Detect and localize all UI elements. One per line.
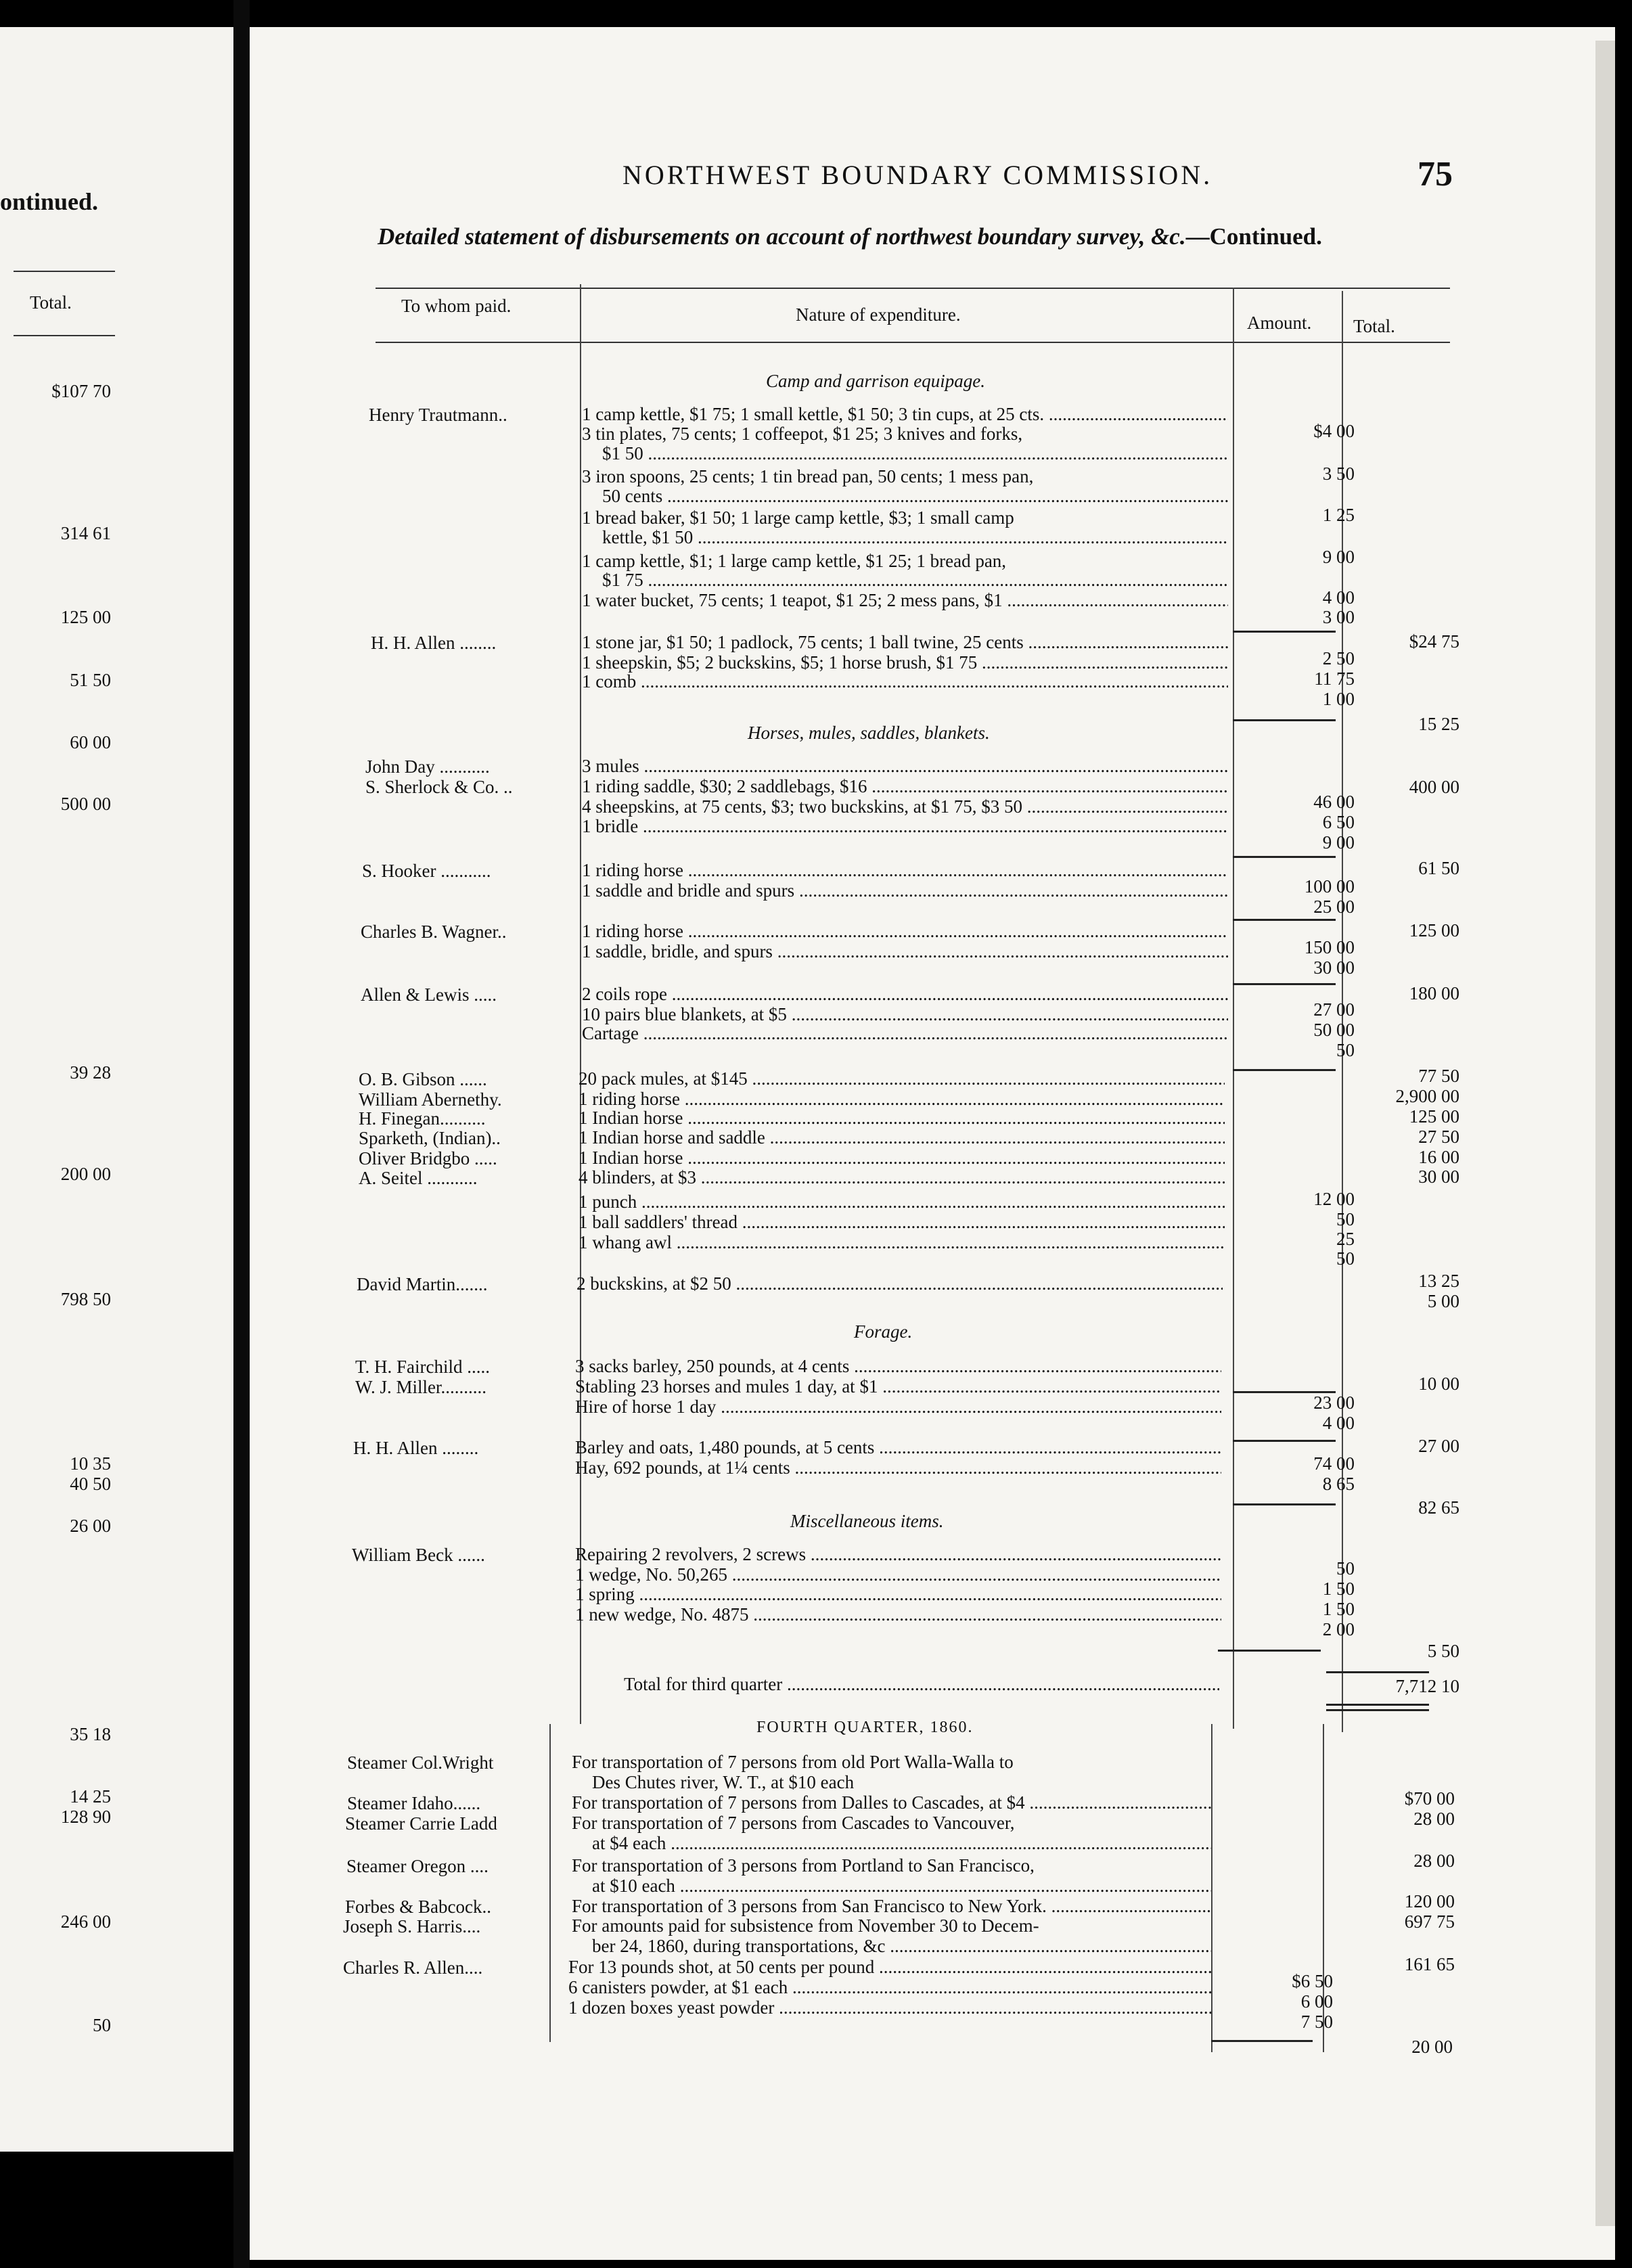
amount-value: $4 00	[1313, 421, 1355, 441]
item-line: Hay, 692 pounds, at 1¼ cents .....	[575, 1458, 1221, 1478]
item-line: Repairing 2 revolvers, 2 screws .....	[575, 1545, 1221, 1564]
sum-rule	[1233, 719, 1336, 721]
payee: Steamer Carrie Ladd	[345, 1813, 497, 1834]
total-value: 125 00	[1409, 920, 1459, 940]
left-page-header: ontinued.	[0, 188, 99, 215]
left-page-rule	[14, 271, 115, 272]
amount-value: 9 00	[1322, 832, 1355, 853]
payee: H. Finegan..........	[359, 1108, 486, 1129]
item-line: 1 spring .....	[575, 1585, 1221, 1604]
item-line: For 13 pounds shot, at 50 cents per pound .....	[568, 1957, 1211, 1977]
left-total-value: 500 00	[60, 794, 111, 814]
item-line: For transportation of 7 persons from Dalles to Cascades, at $4 .....	[572, 1793, 1211, 1813]
subtitle-continued: —Continued.	[1185, 223, 1322, 250]
left-page-fragment	[0, 27, 233, 2152]
amount-value: 25	[1336, 1229, 1355, 1249]
sum-rule	[1233, 1069, 1336, 1071]
left-page-rule	[14, 335, 115, 336]
page-subtitle	[378, 223, 1322, 250]
payee: H. H. Allen ........	[371, 633, 497, 653]
payee: Forbes & Babcock..	[345, 1897, 491, 1917]
sum-rule	[1233, 856, 1336, 858]
amount-value: 50 00	[1313, 1020, 1355, 1040]
double-rule	[1326, 1704, 1429, 1706]
item-line: 1 stone jar, $1 50; 1 padlock, 75 cents; 1 ball twine, 25 cents .....	[582, 633, 1228, 652]
payee: Charles B. Wagner..	[361, 922, 507, 942]
amount-value: $6 50	[1292, 1971, 1333, 1991]
amount-value: 1 50	[1322, 1599, 1355, 1619]
amount-value: 25 00	[1313, 897, 1355, 917]
left-page-total-heading: Total.	[30, 292, 72, 313]
column-divider	[549, 1724, 551, 2042]
item-line: 50 cents .....	[582, 486, 1228, 506]
sum-rule	[1326, 1671, 1429, 1673]
sum-rule	[1233, 983, 1336, 985]
double-rule	[1326, 1709, 1429, 1711]
payee: Steamer Oregon ....	[346, 1856, 489, 1876]
total-value: 120 00	[1404, 1891, 1455, 1911]
total-value: 77 50	[1418, 1066, 1459, 1086]
column-divider	[580, 284, 581, 1724]
payee: Sparketh, (Indian)..	[359, 1128, 501, 1148]
column-divider	[1233, 288, 1234, 1729]
item-line: Hire of horse 1 day .....	[575, 1397, 1221, 1417]
payee: Steamer Idaho......	[347, 1793, 481, 1813]
total-value: 180 00	[1409, 983, 1459, 1003]
left-total-value: 35 18	[70, 1724, 111, 1744]
amount-value: 100 00	[1304, 876, 1355, 897]
section-heading: Forage.	[854, 1321, 913, 1342]
table-header-rule	[376, 342, 1450, 343]
item-line: 1 ball saddlers' thread .....	[579, 1212, 1225, 1232]
total-value: $24 75	[1409, 631, 1459, 652]
amount-value: 6 00	[1300, 1991, 1333, 2012]
payee: William Abernethy.	[359, 1089, 502, 1110]
total-value: $70 00	[1404, 1788, 1455, 1809]
item-line: Cartage .....	[582, 1024, 1228, 1043]
left-total-value: 798 50	[60, 1289, 111, 1309]
item-line: $1 50 .....	[582, 444, 1228, 463]
page-number: 75	[1418, 155, 1453, 194]
item-line: 10 pairs blue blankets, at $5 .....	[582, 1005, 1228, 1024]
amount-value: 3 00	[1322, 607, 1355, 627]
total-value: 15 25	[1418, 714, 1459, 734]
payee: A. Seitel ...........	[359, 1168, 478, 1188]
payee: Allen & Lewis .....	[361, 984, 497, 1005]
amount-value: 12 00	[1313, 1189, 1355, 1209]
left-total-value: 60 00	[70, 732, 111, 752]
amount-value: 4 00	[1322, 1413, 1355, 1433]
section-heading: FOURTH QUARTER, 1860.	[756, 1719, 974, 1736]
item-line: 1 whang awl .....	[579, 1233, 1225, 1252]
item-line: 1 Indian horse .....	[579, 1148, 1225, 1168]
item-line: For transportation of 3 persons from San Francisco to New York. .....	[572, 1897, 1211, 1916]
amount-value: 4 00	[1322, 587, 1355, 608]
left-total-value: 26 00	[70, 1516, 111, 1536]
item-line: 1 camp kettle, $1; 1 large camp kettle, $1 25; 1 bread pan,	[582, 551, 1007, 571]
total-value: 5 00	[1427, 1291, 1459, 1311]
item-line: Stabling 23 horses and mules 1 day, at $1 .....	[575, 1377, 1221, 1397]
payee: S. Hooker ...........	[362, 861, 491, 881]
left-total-value: 39 28	[70, 1062, 111, 1083]
payee: Steamer Col.Wright	[347, 1752, 494, 1773]
item-line: 1 dozen boxes yeast powder .....	[568, 1998, 1211, 2018]
amount-value: 6 50	[1322, 812, 1355, 832]
item-line: 1 camp kettle, $1 75; 1 small kettle, $1 50; 3 tin cups, at 25 cts. .....	[582, 405, 1228, 424]
amount-value: 7 50	[1300, 2012, 1333, 2032]
total-value: 28 00	[1413, 1851, 1455, 1871]
sum-rule	[1211, 2040, 1313, 2042]
total-value: 16 00	[1418, 1147, 1459, 1167]
total-value: 125 00	[1409, 1106, 1459, 1127]
item-line: 3 sacks barley, 250 pounds, at 4 cents .....	[575, 1357, 1221, 1376]
amount-value: 50	[1336, 1248, 1355, 1269]
table-top-rule	[376, 288, 1450, 289]
amount-value: 46 00	[1313, 792, 1355, 812]
section-heading: Miscellaneous items.	[790, 1511, 944, 1531]
left-total-value: 200 00	[60, 1164, 111, 1184]
total-value: 2,900 00	[1395, 1086, 1459, 1106]
item-line: 1 bridle .....	[582, 817, 1228, 836]
item-line: kettle, $1 50 .....	[582, 528, 1228, 547]
payee: S. Sherlock & Co. ..	[365, 777, 513, 797]
sum-rule	[1233, 1440, 1336, 1442]
subtitle-italic: Detailed statement of disbursements on account of northwest boundary survey, &c.	[378, 223, 1186, 250]
item-line: For transportation of 3 persons from Portland to San Francisco,	[572, 1856, 1035, 1876]
amount-value: 50	[1336, 1558, 1355, 1579]
total-value: 161 65	[1404, 1954, 1455, 1974]
payee: John Day ...........	[365, 756, 490, 777]
column-header-amount: Amount.	[1247, 313, 1312, 333]
item-line: 1 comb .....	[582, 672, 1228, 691]
item-line: 1 riding horse .....	[579, 1089, 1225, 1109]
item-line: 1 new wedge, No. 4875 .....	[575, 1605, 1221, 1625]
payee: Charles R. Allen....	[343, 1957, 483, 1978]
item-line: 1 riding horse .....	[582, 922, 1228, 941]
payee: William Beck ......	[352, 1545, 485, 1565]
item-line: 20 pack mules, at $145 .....	[579, 1069, 1225, 1089]
payee: Joseph S. Harris....	[343, 1916, 481, 1936]
item-line: 1 saddle and bridle and spurs .....	[582, 881, 1228, 901]
sum-rule	[1218, 1650, 1321, 1652]
left-total-value: 125 00	[60, 607, 111, 627]
item-line: 1 riding horse .....	[582, 861, 1228, 880]
amount-value: 150 00	[1304, 937, 1355, 957]
section-heading: Camp and garrison equipage.	[766, 371, 985, 391]
amount-value: 11 75	[1314, 668, 1355, 689]
item-line: 1 water bucket, 75 cents; 1 teapot, $1 25; 2 mess pans, $1 .....	[582, 591, 1228, 610]
item-line: 1 Indian horse .....	[579, 1108, 1225, 1128]
item-line: 3 tin plates, 75 cents; 1 coffeepot, $1 25; 3 knives and forks,	[582, 424, 1023, 444]
sum-rule	[1233, 919, 1336, 921]
left-total-value: 246 00	[60, 1911, 111, 1932]
column-header-total: Total.	[1353, 316, 1395, 336]
sum-rule	[1233, 1503, 1336, 1505]
total-value: 27 50	[1418, 1127, 1459, 1147]
item-line: For transportation of 7 persons from old Port Walla-Walla to	[572, 1752, 1014, 1772]
item-line: 4 blinders, at $3 .....	[579, 1168, 1225, 1187]
item-line: Total for third quarter .....	[624, 1675, 1219, 1694]
amount-value: 27 00	[1313, 999, 1355, 1020]
total-value: 697 75	[1404, 1911, 1455, 1932]
payee: Oliver Bridgbo .....	[359, 1148, 497, 1169]
item-line: at $4 each .....	[592, 1834, 1211, 1853]
left-total-value: 314 61	[60, 523, 111, 543]
amount-value: 1 50	[1322, 1579, 1355, 1599]
total-value: 30 00	[1418, 1166, 1459, 1187]
item-line: ber 24, 1860, during transportations, &c .....	[592, 1936, 1211, 1956]
item-line: $1 75 .....	[582, 570, 1228, 590]
amount-value: 2 50	[1322, 648, 1355, 668]
total-value: 13 25	[1418, 1271, 1459, 1291]
item-line: 3 iron spoons, 25 cents; 1 tin bread pan, 50 cents; 1 mess pan,	[582, 467, 1034, 486]
payee: T. H. Fairchild .....	[355, 1357, 490, 1377]
amount-value: 9 00	[1322, 547, 1355, 567]
item-line: 4 sheepskins, at 75 cents, $3; two buckskins, at $1 75, $3 50 .....	[582, 797, 1228, 817]
column-divider	[1211, 1724, 1212, 2052]
item-line: 1 riding saddle, $30; 2 saddlebags, $16 .....	[582, 777, 1228, 796]
payee: W. J. Miller..........	[355, 1377, 487, 1397]
item-line: 1 sheepskin, $5; 2 buckskins, $5; 1 horse brush, $1 75 .....	[582, 653, 1228, 673]
book-gutter	[233, 0, 250, 2268]
item-line: at $10 each .....	[592, 1876, 1211, 1896]
total-value: 20 00	[1411, 2037, 1453, 2057]
payee: H. H. Allen ........	[353, 1438, 479, 1458]
left-total-value: 10 35	[70, 1453, 111, 1474]
amount-value: 30 00	[1313, 957, 1355, 978]
total-value: 27 00	[1418, 1436, 1459, 1456]
item-line: 1 punch .....	[579, 1192, 1225, 1212]
total-value: 28 00	[1413, 1809, 1455, 1829]
left-total-value: 14 25	[70, 1786, 111, 1807]
item-line: 2 coils rope .....	[582, 984, 1228, 1004]
page-edge	[1595, 41, 1615, 2226]
item-line: For transportation of 7 persons from Cascades to Vancouver,	[572, 1813, 1015, 1833]
total-value: 400 00	[1409, 777, 1459, 797]
total-value: 82 65	[1418, 1497, 1459, 1518]
item-line: 6 canisters powder, at $1 each .....	[568, 1978, 1211, 1997]
payee: O. B. Gibson ......	[359, 1069, 487, 1089]
section-heading: Horses, mules, saddles, blankets.	[748, 723, 990, 743]
sum-rule	[1233, 631, 1336, 633]
amount-value: 50	[1336, 1209, 1355, 1229]
column-header-payee: To whom paid.	[401, 296, 512, 316]
column-header-nature: Nature of expenditure.	[796, 304, 961, 325]
item-line: Barley and oats, 1,480 pounds, at 5 cents .....	[575, 1438, 1221, 1457]
amount-value: 2 00	[1322, 1619, 1355, 1639]
amount-value: 74 00	[1313, 1453, 1355, 1474]
amount-value: 23 00	[1313, 1392, 1355, 1413]
page-title: NORTHWEST BOUNDARY COMMISSION.	[622, 160, 1213, 190]
left-total-value: 51 50	[70, 670, 111, 690]
item-line: 2 buckskins, at $2 50 .....	[576, 1274, 1223, 1294]
total-value: 10 00	[1418, 1374, 1459, 1394]
item-line: 1 saddle, bridle, and spurs .....	[582, 942, 1228, 961]
left-total-value: 128 90	[60, 1807, 111, 1827]
amount-value: 8 65	[1322, 1474, 1355, 1494]
item-line: 1 bread baker, $1 50; 1 large camp kettle, $3; 1 small camp	[582, 508, 1014, 528]
payee: Henry Trautmann..	[369, 405, 507, 425]
left-total-value: 40 50	[70, 1474, 111, 1494]
item-line: 1 Indian horse and saddle .....	[579, 1128, 1225, 1148]
amount-value: 1 00	[1322, 689, 1355, 709]
left-total-value: 50	[93, 2015, 111, 2035]
total-value: 61 50	[1418, 858, 1459, 878]
item-line: For amounts paid for subsistence from November 30 to Decem-	[572, 1916, 1039, 1936]
amount-value: 1 25	[1322, 505, 1355, 525]
item-line: Des Chutes river, W. T., at $10 each	[592, 1773, 855, 1792]
amount-value: 50	[1336, 1040, 1355, 1060]
item-line: 3 mules .....	[582, 756, 1228, 776]
left-total-value: $107 70	[51, 381, 111, 401]
amount-value: 3 50	[1322, 463, 1355, 484]
payee: David Martin.......	[357, 1274, 488, 1294]
quarter-total-value: 7,712 10	[1395, 1676, 1459, 1696]
item-line: 1 wedge, No. 50,265 .....	[575, 1565, 1221, 1585]
total-value: 5 50	[1427, 1641, 1459, 1661]
